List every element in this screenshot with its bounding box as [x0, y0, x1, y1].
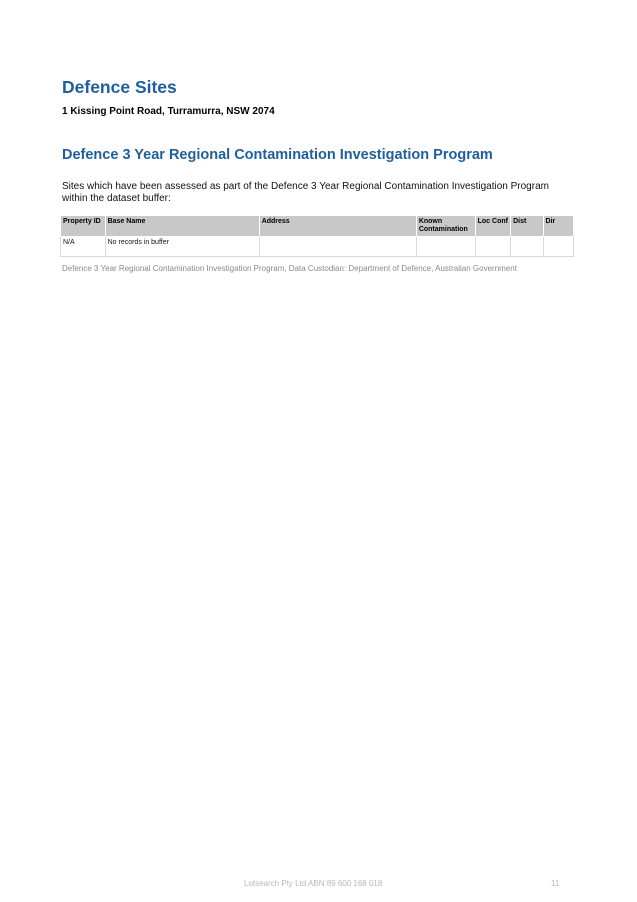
table-row: [61, 237, 574, 257]
cell-address: [259, 237, 416, 257]
footer-company: Lotsearch Pty Ltd ABN 89 600 168 018: [244, 879, 383, 888]
column-header-dist: Dist: [511, 216, 543, 237]
data-source-caption: Defence 3 Year Regional Contamination Investigation Program, Data Custodian: Department of Defence, Australian Government: [62, 264, 517, 273]
section-description: Sites which have been assessed as part of the Defence 3 Year Regional Contamination Investigation Program within the dataset buffer:: [62, 181, 549, 204]
records-table: [60, 215, 574, 257]
cell-dir: [543, 237, 573, 257]
table-header-row: [61, 216, 574, 237]
column-header-loc-conf: Loc Conf: [475, 216, 510, 237]
page-number: 11: [551, 879, 560, 888]
cell-loc-conf: [475, 237, 510, 257]
page-title: Defence Sites: [62, 77, 177, 97]
column-header-known-contamination: Known Contamination: [416, 216, 475, 237]
site-address: 1 Kissing Point Road, Turramurra, NSW 2074: [62, 106, 275, 117]
cell-dist: [511, 237, 543, 257]
section-heading: Defence 3 Year Regional Contamination Investigation Program: [62, 147, 493, 163]
column-header-base-name: Base Name: [105, 216, 259, 237]
cell-property-id: N/A: [61, 237, 106, 257]
column-header-address: Address: [259, 216, 416, 237]
column-header-dir: Dir: [543, 216, 573, 237]
cell-base-name: No records in buffer: [105, 237, 259, 257]
column-header-property-id: Property ID: [61, 216, 106, 237]
cell-known-contamination: [416, 237, 475, 257]
